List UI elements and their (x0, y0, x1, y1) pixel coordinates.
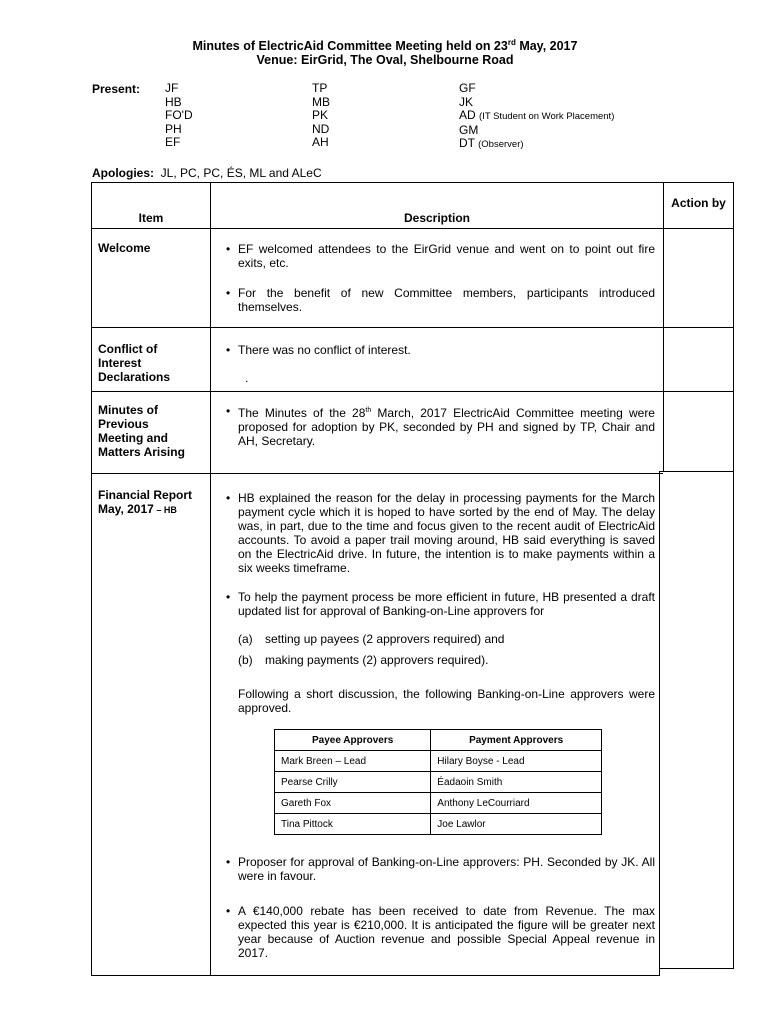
attendee: JK (459, 94, 474, 109)
column-header-item: Item (138, 211, 164, 225)
page-title: Minutes of ElectricAid Committee Meeting held on 23rd May, 2017 (192, 38, 578, 54)
minutes-point-1: The Minutes of the 28th March, 2017 ElectricAid Committee meeting were proposed for adoption by PK, seconded by PH and signed by TP, Chair and AH, Secretary. (238, 406, 655, 448)
table-row (275, 793, 602, 814)
apologies (92, 166, 322, 180)
present-column-1 (165, 82, 193, 150)
financial-point-2: To help the payment process be more efficient in future, HB presented a draft updated list for approval of Banking-on-Line approvers for (238, 590, 655, 618)
attendee: EF (165, 135, 181, 149)
attendee: GF (459, 81, 476, 95)
financial-point-4: A €140,000 rebate has been received to date from Revenue. The max expected this year is €210,000. It is anticipated the figure will be greater next year because of Auction revenue and possible Special Appeal revenue in 2017. (238, 904, 655, 960)
financial-point-1: HB explained the reason for the delay in processing payments for the March payment cycle which it is hoped to have sorted by the end of May. The delay was, in part, due to the time and focus given to the recent audit of ElectricAid accounts. To avoid a paper trail moving around, HB said everything is saved on the ElectricAid drive. In future, the intention is to make payments within a six weeks timeframe. (238, 491, 655, 575)
venue-line: Venue: EirGrid, The Oval, Shelbourne Road (256, 53, 514, 67)
bullet-icon: • (226, 590, 231, 604)
attendee: JF (165, 81, 179, 95)
column-header-action-by: Action by (671, 196, 726, 210)
bullet-icon: • (226, 343, 231, 357)
table-cell: Hilary Boyse - Lead (431, 751, 602, 772)
attendee: AH (312, 135, 329, 149)
attendee: PK (312, 108, 329, 122)
attendee: TP (312, 81, 328, 95)
financial-point-3: Proposer for approval of Banking-on-Line approvers: PH. Seconded by JK. All were in favour. (238, 855, 655, 883)
present-label: Present: (92, 82, 141, 96)
attendee: FO'D (165, 108, 193, 122)
table-cell: Mark Breen – Lead (275, 751, 431, 772)
approvers-table (274, 729, 602, 835)
attendee-note: (Observer) (478, 139, 524, 150)
present-column-2 (312, 82, 330, 150)
attendee: HB (165, 94, 182, 109)
table-cell: Gareth Fox (275, 793, 431, 814)
item-financial-report: Financial Report May, 2017 – HB (98, 488, 193, 516)
sub-item-a-label: (a) (238, 632, 253, 646)
bullet-icon: • (226, 904, 231, 918)
present-column-3 (459, 82, 614, 152)
table-cell: Joe Lawlor (431, 814, 602, 835)
apologies-label: Apologies: (92, 166, 154, 180)
attendee: MB (312, 94, 330, 109)
table-row (275, 814, 602, 835)
bullet-icon: • (226, 855, 231, 869)
table-cell: Anthony LeCourriard (431, 793, 602, 814)
conflict-dot: . (245, 371, 249, 385)
sub-item-a: setting up payees (2 approvers required) and (265, 632, 505, 646)
bullet-icon: • (226, 242, 231, 256)
attendee: PH (165, 121, 182, 136)
sub-item-b-label: (b) (238, 653, 253, 667)
item-welcome: Welcome (98, 241, 151, 255)
approvers-intro: Following a short discussion, the following Banking-on-Line approvers were approved. (238, 687, 655, 715)
apologies-text: JL, PC, PC, ÉS, ML and ALeC (160, 166, 322, 180)
table-cell: Pearse Crilly (275, 772, 431, 793)
column-header-description: Description (403, 211, 470, 225)
bullet-icon: • (226, 286, 231, 300)
column-header-payee: Payee Approvers (275, 730, 431, 751)
attendee: AD (IT Student on Work Placement) (459, 108, 615, 122)
conflict-point-1: There was no conflict of interest. (238, 343, 411, 357)
attendee: GM (459, 122, 479, 137)
table-row (275, 730, 602, 751)
table-row (275, 772, 602, 793)
attendee: DT (Observer) (459, 136, 524, 150)
welcome-point-2: For the benefit of new Committee members, participants introduced themselves. (238, 286, 655, 314)
item-conflict-of-interest: Conflict of Interest Declarations (98, 342, 171, 384)
column-header-payment: Payment Approvers (431, 730, 602, 751)
attendee: ND (312, 121, 330, 136)
item-previous-minutes: Minutes of Previous Meeting and Matters Arising (98, 403, 185, 459)
bullet-icon: • (226, 491, 231, 505)
bullet-icon: • (226, 404, 231, 418)
table-row (275, 751, 602, 772)
table-cell: Tina Pittock (275, 814, 431, 835)
table-cell: Éadaoin Smith (431, 772, 602, 793)
attendee-note: (IT Student on Work Placement) (479, 111, 615, 122)
welcome-point-1: EF welcomed attendees to the EirGrid venue and went on to point out fire exits, etc. (238, 242, 655, 270)
sub-item-b: making payments (2) approvers required). (265, 653, 489, 667)
